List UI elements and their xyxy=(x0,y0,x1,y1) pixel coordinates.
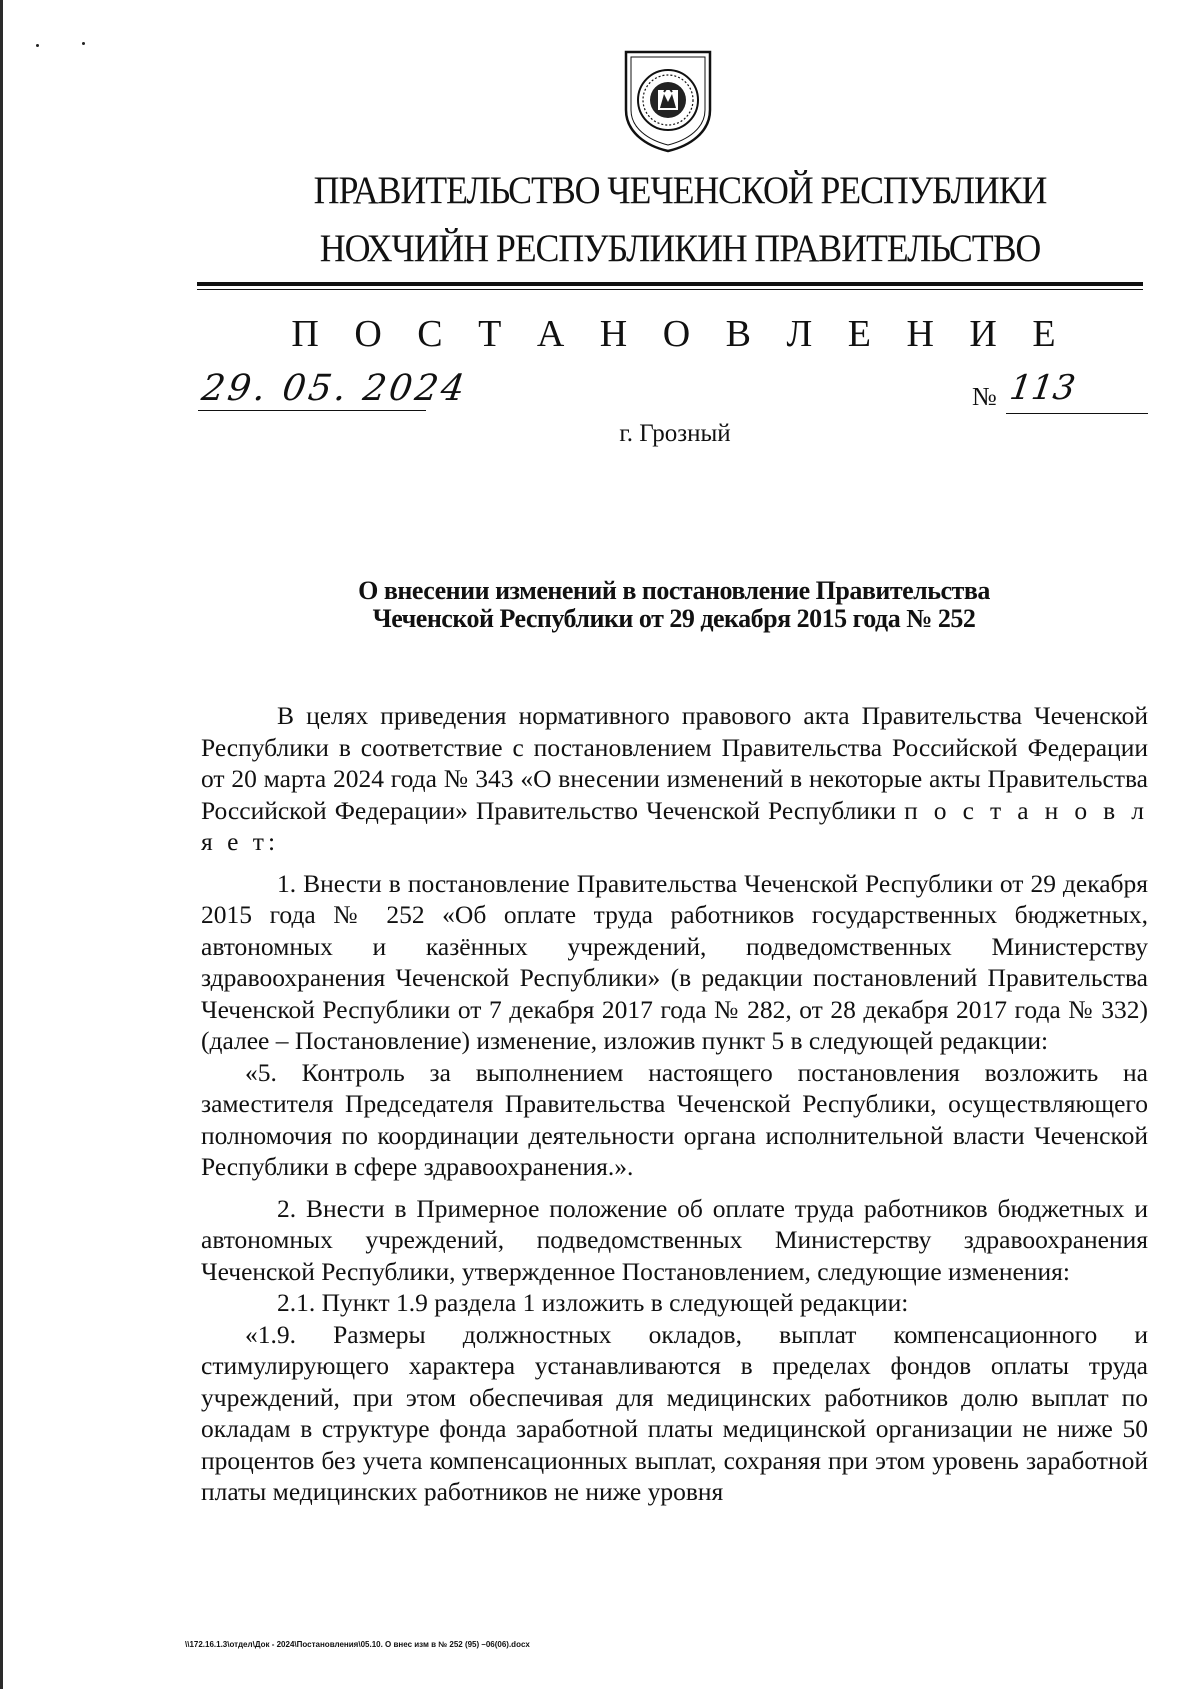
number-underline xyxy=(1006,413,1148,414)
document-title xyxy=(200,577,1148,633)
coat-of-arms-icon xyxy=(620,48,716,154)
government-name-russian: ПРАВИТЕЛЬСТВО ЧЕЧЕНСКОЙ РЕСПУБЛИКИ xyxy=(313,169,1047,212)
paragraph-item-1-quote: «5. Контроль за выполнением настоящего постановления возложить на заместителя Председателя Правительства Чеченской Республики, осуществляющего полномочия по координации деятельности органа исполнительной власти Чеченской Республики в сфере здравоохранения.». xyxy=(201,1057,1148,1181)
scan-speck xyxy=(82,42,85,45)
government-name-chechen: НОХЧИЙН РЕСПУБЛИКИН ПРАВИТЕЛЬСТВО xyxy=(319,227,1041,270)
preamble-paragraph xyxy=(201,700,1148,858)
paragraph-item-2-1: 2.1. Пункт 1.9 раздела 1 изложить в следующей редакции: xyxy=(277,1288,909,1317)
paragraph-item-2: 2. Внести в Примерное положение об оплате труда работников бюджетных и автономных учреждений, подведомственных Министерству здравоохранения Чеченской Республики, утвержденное Постановлением, следующие изменения: xyxy=(201,1193,1148,1286)
file-path-footer: \\172.16.1.3\отдел\Док - 2024\Постановления\05.10. О внес изм в № 252 (95) –06(06).docx xyxy=(185,1640,530,1649)
document-number: 113 xyxy=(1007,368,1078,408)
document-date: 29. 05. 2024 xyxy=(199,368,470,409)
title-line: О внесении изменений в постановление Правительства xyxy=(358,576,990,605)
date-underline xyxy=(198,410,426,411)
document-body xyxy=(201,700,1148,1508)
document-city: г. Грозный xyxy=(619,420,731,447)
paragraph-item-1: 1. Внести в постановление Правительства Чеченской Республики от 29 декабря 2015 года № 252 «Об оплате труда работников государственных бюджетных, автономных и казённых учреждений, подведомственных Министерству здравоохранения Чеченской Республики» (в редакции постановлений Правительства Чеченской Республики от 7 декабря 2017 года № 282, от 28 декабря 2017 года № 332) (далее – Постановление) изменение, изложив пункт 5 в следующей редакции: xyxy=(201,868,1148,1055)
number-sign: № xyxy=(972,382,997,411)
header-divider xyxy=(197,282,1143,286)
header-divider-thin xyxy=(197,289,1143,290)
document-type: П О С Т А Н О В Л Е Н И Е xyxy=(291,313,1069,355)
title-line: Чеченской Республики от 29 декабря 2015 года № 252 xyxy=(372,604,976,633)
scan-speck xyxy=(36,44,39,47)
preamble-text: В целях приведения нормативного правового акта Правительства Чеченской Республики в соответствие с постановлением Правительства Российской Федерации от 20 марта 2024 года № 343 «О внесении изменений в некоторые акты Правительства Российской Федерации» Правительство Чеченской Республики xyxy=(201,701,1148,825)
preamble-action: п о с т а н о в л я е т: xyxy=(201,795,1148,856)
paragraph-item-2-1-quote: «1.9. Размеры должностных окладов, выплат компенсационного и стимулирующего характера устанавливаются в пределах фондов оплаты труда учреждений, при этом обеспечивая для медицинских работников долю выплат по окладам в структуре фонда заработной платы медицинской организации не ниже 50 процентов без учета компенсационных выплат, сохраняя при этом уровень заработной платы медицинских работников не ниже уровня xyxy=(201,1319,1148,1506)
scan-edge-line xyxy=(0,0,3,1689)
